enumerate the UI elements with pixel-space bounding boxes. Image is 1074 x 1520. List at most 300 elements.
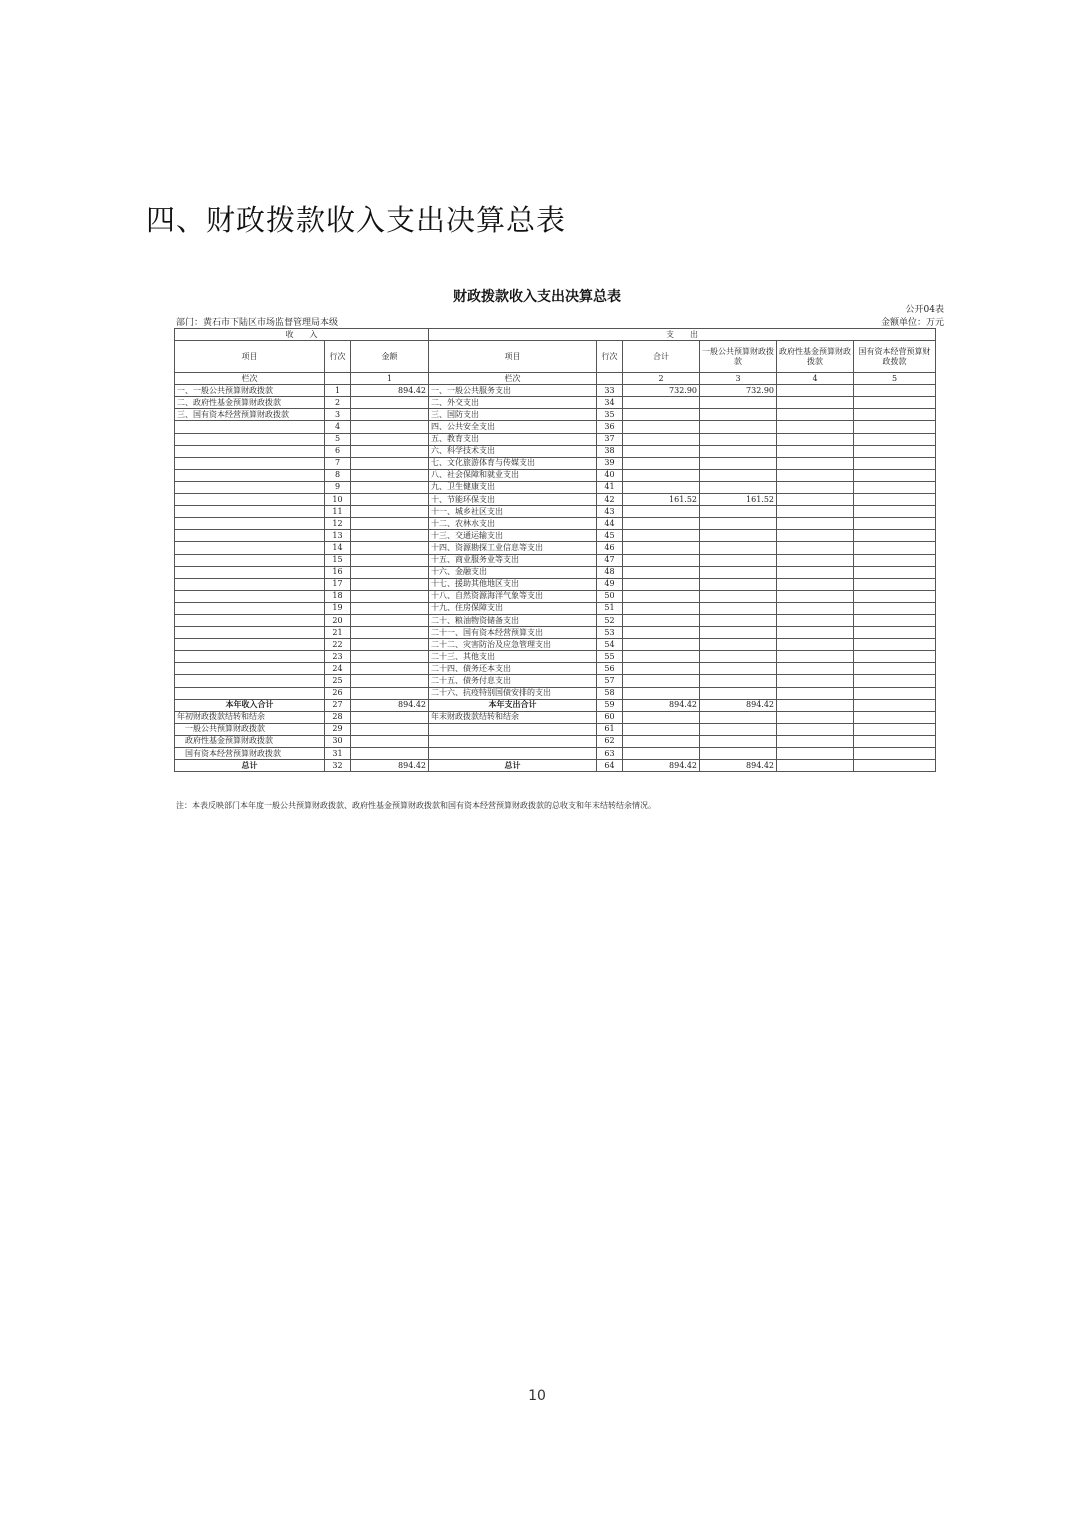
gov-fund-amount bbox=[777, 735, 854, 747]
table-row bbox=[175, 397, 936, 409]
table-row bbox=[175, 639, 936, 651]
financial-table bbox=[174, 328, 936, 772]
income-line: 22 bbox=[325, 639, 351, 651]
total-amount bbox=[623, 457, 700, 469]
income-amount bbox=[351, 590, 429, 602]
income-item bbox=[175, 578, 325, 590]
expense-line: 63 bbox=[597, 748, 623, 760]
income-amount bbox=[351, 530, 429, 542]
expense-item: 二十三、其他支出 bbox=[429, 651, 597, 663]
income-line: 25 bbox=[325, 675, 351, 687]
expense-line: 35 bbox=[597, 409, 623, 421]
table-row bbox=[175, 651, 936, 663]
column-index-row bbox=[175, 373, 936, 385]
expense-item: 一、一般公共服务支出 bbox=[429, 385, 597, 397]
general-budget-amount bbox=[700, 748, 777, 760]
gov-fund-amount bbox=[777, 699, 854, 711]
income-line: 6 bbox=[325, 445, 351, 457]
gov-fund-amount bbox=[777, 385, 854, 397]
general-budget-amount bbox=[700, 639, 777, 651]
total-amount bbox=[623, 530, 700, 542]
header-row-2 bbox=[175, 341, 936, 373]
income-line: 32 bbox=[325, 760, 351, 772]
income-item bbox=[175, 421, 325, 433]
state-capital-amount bbox=[854, 421, 936, 433]
state-capital-amount bbox=[854, 590, 936, 602]
general-budget-amount bbox=[700, 397, 777, 409]
expense-line: 45 bbox=[597, 530, 623, 542]
income-line: 8 bbox=[325, 469, 351, 481]
general-budget-amount bbox=[700, 687, 777, 699]
income-line: 13 bbox=[325, 530, 351, 542]
general-budget-amount bbox=[700, 627, 777, 639]
expense-item: 二十五、债务付息支出 bbox=[429, 675, 597, 687]
gov-fund-amount bbox=[777, 421, 854, 433]
income-item bbox=[175, 651, 325, 663]
expense-line: 50 bbox=[597, 590, 623, 602]
expense-line: 43 bbox=[597, 506, 623, 518]
gov-fund-amount bbox=[777, 445, 854, 457]
income-amount bbox=[351, 748, 429, 760]
total-amount bbox=[623, 590, 700, 602]
gov-fund-amount bbox=[777, 602, 854, 614]
income-item bbox=[175, 518, 325, 530]
general-budget-amount bbox=[700, 590, 777, 602]
expense-item: 七、文化旅游体育与传媒支出 bbox=[429, 457, 597, 469]
income-item bbox=[175, 445, 325, 457]
gov-fund-amount bbox=[777, 590, 854, 602]
state-capital-amount bbox=[854, 735, 936, 747]
income-amount bbox=[351, 409, 429, 421]
income-amount bbox=[351, 675, 429, 687]
income-amount bbox=[351, 433, 429, 445]
income-item bbox=[175, 590, 325, 602]
table-row bbox=[175, 518, 936, 530]
gov-fund-amount bbox=[777, 578, 854, 590]
gov-fund-amount bbox=[777, 566, 854, 578]
income-item bbox=[175, 506, 325, 518]
total-amount: 894.42 bbox=[623, 699, 700, 711]
income-item bbox=[175, 494, 325, 506]
table-row bbox=[175, 675, 936, 687]
income-line: 3 bbox=[325, 409, 351, 421]
income-line: 5 bbox=[325, 433, 351, 445]
gov-fund-header: 政府性基金预算财政拨款 bbox=[777, 341, 854, 373]
general-budget-amount bbox=[700, 518, 777, 530]
expense-line: 34 bbox=[597, 397, 623, 409]
table-row bbox=[175, 663, 936, 675]
state-capital-amount bbox=[854, 663, 936, 675]
expense-line: 40 bbox=[597, 469, 623, 481]
total-amount bbox=[623, 518, 700, 530]
expense-line: 39 bbox=[597, 457, 623, 469]
expense-line: 36 bbox=[597, 421, 623, 433]
total-amount bbox=[623, 421, 700, 433]
state-capital-amount bbox=[854, 602, 936, 614]
total-amount bbox=[623, 433, 700, 445]
state-capital-amount bbox=[854, 518, 936, 530]
income-line: 28 bbox=[325, 711, 351, 723]
general-budget-amount bbox=[700, 566, 777, 578]
carry-row bbox=[175, 723, 936, 735]
expense-line: 56 bbox=[597, 663, 623, 675]
income-item: 一、一般公共预算财政拨款 bbox=[175, 385, 325, 397]
table-row bbox=[175, 409, 936, 421]
expense-line: 53 bbox=[597, 627, 623, 639]
total-amount bbox=[623, 445, 700, 457]
income-amount bbox=[351, 421, 429, 433]
total-header: 合计 bbox=[623, 341, 700, 373]
expense-grand-total-label: 总计 bbox=[429, 760, 597, 772]
income-line: 15 bbox=[325, 554, 351, 566]
expense-item-header: 项目 bbox=[429, 341, 597, 373]
expense-header: 支 出 bbox=[429, 329, 936, 341]
income-amount bbox=[351, 481, 429, 493]
expense-item: 九、卫生健康支出 bbox=[429, 481, 597, 493]
income-line: 16 bbox=[325, 566, 351, 578]
table-row bbox=[175, 530, 936, 542]
income-item: 一般公共预算财政拨款 bbox=[175, 723, 325, 735]
state-capital-amount bbox=[854, 481, 936, 493]
gov-fund-amount bbox=[777, 663, 854, 675]
gov-fund-amount bbox=[777, 494, 854, 506]
income-amount bbox=[351, 711, 429, 723]
income-header: 收 入 bbox=[175, 329, 429, 341]
expense-line: 59 bbox=[597, 699, 623, 711]
carry-row bbox=[175, 711, 936, 723]
general-budget-amount bbox=[700, 457, 777, 469]
state-capital-amount bbox=[854, 445, 936, 457]
table-row bbox=[175, 602, 936, 614]
grand-total-row bbox=[175, 760, 936, 772]
expense-item: 十五、商业服务业等支出 bbox=[429, 554, 597, 566]
gov-fund-amount bbox=[777, 457, 854, 469]
general-budget-amount bbox=[700, 481, 777, 493]
gov-fund-amount bbox=[777, 530, 854, 542]
expense-item bbox=[429, 748, 597, 760]
income-item bbox=[175, 566, 325, 578]
income-line: 4 bbox=[325, 421, 351, 433]
table-row bbox=[175, 578, 936, 590]
general-budget-amount bbox=[700, 735, 777, 747]
column-label-right: 栏次 bbox=[429, 373, 597, 385]
total-amount bbox=[623, 397, 700, 409]
state-capital-amount bbox=[854, 675, 936, 687]
state-capital-amount bbox=[854, 699, 936, 711]
income-item bbox=[175, 675, 325, 687]
income-line: 18 bbox=[325, 590, 351, 602]
expense-line: 33 bbox=[597, 385, 623, 397]
income-line-header: 行次 bbox=[325, 341, 351, 373]
state-capital-amount bbox=[854, 711, 936, 723]
expense-item: 二十四、债务还本支出 bbox=[429, 663, 597, 675]
expense-item: 十八、自然资源海洋气象等支出 bbox=[429, 590, 597, 602]
table-row bbox=[175, 566, 936, 578]
expense-line: 42 bbox=[597, 494, 623, 506]
gov-fund-amount bbox=[777, 542, 854, 554]
income-line: 10 bbox=[325, 494, 351, 506]
income-amount bbox=[351, 578, 429, 590]
total-amount bbox=[623, 409, 700, 421]
table-row bbox=[175, 506, 936, 518]
expense-subtotal-label: 本年支出合计 bbox=[429, 699, 597, 711]
expense-line: 37 bbox=[597, 433, 623, 445]
table-row bbox=[175, 421, 936, 433]
gov-fund-amount bbox=[777, 687, 854, 699]
carry-row bbox=[175, 748, 936, 760]
income-amount bbox=[351, 723, 429, 735]
total-amount bbox=[623, 687, 700, 699]
income-grand-total-label: 总计 bbox=[175, 760, 325, 772]
total-amount bbox=[623, 675, 700, 687]
column-label-left: 栏次 bbox=[175, 373, 325, 385]
total-amount: 894.42 bbox=[623, 760, 700, 772]
income-amount bbox=[351, 735, 429, 747]
income-line: 20 bbox=[325, 614, 351, 626]
state-capital-amount bbox=[854, 748, 936, 760]
income-line: 2 bbox=[325, 397, 351, 409]
expense-line: 64 bbox=[597, 760, 623, 772]
income-amount bbox=[351, 457, 429, 469]
state-capital-amount bbox=[854, 651, 936, 663]
expense-item: 三、国防支出 bbox=[429, 409, 597, 421]
expense-line: 60 bbox=[597, 711, 623, 723]
income-amount bbox=[351, 627, 429, 639]
table-row bbox=[175, 445, 936, 457]
income-amount bbox=[351, 506, 429, 518]
total-amount bbox=[623, 723, 700, 735]
table-row bbox=[175, 494, 936, 506]
income-line: 27 bbox=[325, 699, 351, 711]
total-amount bbox=[623, 748, 700, 760]
state-capital-amount bbox=[854, 566, 936, 578]
expense-item bbox=[429, 735, 597, 747]
state-capital-amount bbox=[854, 627, 936, 639]
total-amount bbox=[623, 735, 700, 747]
income-item bbox=[175, 457, 325, 469]
state-capital-amount bbox=[854, 494, 936, 506]
state-capital-amount bbox=[854, 687, 936, 699]
income-item bbox=[175, 433, 325, 445]
general-budget-amount bbox=[700, 469, 777, 481]
table-row bbox=[175, 433, 936, 445]
state-capital-amount bbox=[854, 457, 936, 469]
total-amount bbox=[623, 614, 700, 626]
total-amount: 161.52 bbox=[623, 494, 700, 506]
income-item: 年初财政拨款结转和结余 bbox=[175, 711, 325, 723]
income-line: 31 bbox=[325, 748, 351, 760]
expense-line: 54 bbox=[597, 639, 623, 651]
page-number: 10 bbox=[528, 1388, 546, 1404]
expense-item: 十、节能环保支出 bbox=[429, 494, 597, 506]
total-amount bbox=[623, 639, 700, 651]
income-line: 12 bbox=[325, 518, 351, 530]
carry-row bbox=[175, 735, 936, 747]
income-amount: 894.42 bbox=[351, 385, 429, 397]
table-row bbox=[175, 627, 936, 639]
header-row-1 bbox=[175, 329, 936, 341]
income-item: 二、政府性基金预算财政拨款 bbox=[175, 397, 325, 409]
income-line: 24 bbox=[325, 663, 351, 675]
column-index-1: 1 bbox=[351, 373, 429, 385]
state-capital-amount bbox=[854, 433, 936, 445]
income-amount bbox=[351, 651, 429, 663]
gov-fund-amount bbox=[777, 397, 854, 409]
income-line: 11 bbox=[325, 506, 351, 518]
income-amount bbox=[351, 639, 429, 651]
income-line: 26 bbox=[325, 687, 351, 699]
gov-fund-amount bbox=[777, 469, 854, 481]
expense-item: 二十二、灾害防治及应急管理支出 bbox=[429, 639, 597, 651]
expense-item: 十二、农林水支出 bbox=[429, 518, 597, 530]
empty-cell bbox=[325, 373, 351, 385]
income-line: 19 bbox=[325, 602, 351, 614]
gov-fund-amount bbox=[777, 554, 854, 566]
general-budget-amount bbox=[700, 506, 777, 518]
general-budget-amount bbox=[700, 578, 777, 590]
expense-item: 十七、援助其他地区支出 bbox=[429, 578, 597, 590]
total-amount bbox=[623, 711, 700, 723]
income-line: 23 bbox=[325, 651, 351, 663]
income-item bbox=[175, 530, 325, 542]
total-amount bbox=[623, 506, 700, 518]
income-item: 国有资本经营预算财政拨款 bbox=[175, 748, 325, 760]
income-item bbox=[175, 542, 325, 554]
table-row bbox=[175, 457, 936, 469]
gov-fund-amount bbox=[777, 748, 854, 760]
table-row bbox=[175, 469, 936, 481]
total-amount: 732.90 bbox=[623, 385, 700, 397]
expense-line: 46 bbox=[597, 542, 623, 554]
expense-line: 52 bbox=[597, 614, 623, 626]
income-amount bbox=[351, 397, 429, 409]
unit-label: 金额单位：万元 bbox=[880, 318, 944, 328]
income-item bbox=[175, 614, 325, 626]
expense-item: 十九、住房保障支出 bbox=[429, 602, 597, 614]
total-amount bbox=[623, 469, 700, 481]
income-amount bbox=[351, 554, 429, 566]
expense-line-header: 行次 bbox=[597, 341, 623, 373]
general-budget-amount bbox=[700, 433, 777, 445]
table-row bbox=[175, 687, 936, 699]
income-amount bbox=[351, 542, 429, 554]
table-row bbox=[175, 614, 936, 626]
income-line: 17 bbox=[325, 578, 351, 590]
state-capital-amount bbox=[854, 397, 936, 409]
table-code: 公开04表 bbox=[905, 305, 944, 315]
income-amount: 894.42 bbox=[351, 699, 429, 711]
total-amount bbox=[623, 602, 700, 614]
expense-item: 二、外交支出 bbox=[429, 397, 597, 409]
expense-item: 六、科学技术支出 bbox=[429, 445, 597, 457]
income-item: 三、国有资本经营预算财政拨款 bbox=[175, 409, 325, 421]
expense-line: 55 bbox=[597, 651, 623, 663]
expense-line: 51 bbox=[597, 602, 623, 614]
department-label: 部门：黄石市下陆区市场监督管理局本级 bbox=[176, 318, 339, 328]
general-budget-amount bbox=[700, 675, 777, 687]
general-budget-amount bbox=[700, 651, 777, 663]
state-capital-amount bbox=[854, 554, 936, 566]
table-note: 注：本表反映部门本年度一般公共预算财政拨款、政府性基金预算财政拨款和国有资本经营预算财政拨款的总收支和年末结转结余情况。 bbox=[176, 801, 656, 810]
general-budget-amount bbox=[700, 614, 777, 626]
expense-line: 44 bbox=[597, 518, 623, 530]
table-row bbox=[175, 542, 936, 554]
expense-item: 八、社会保障和就业支出 bbox=[429, 469, 597, 481]
total-amount bbox=[623, 554, 700, 566]
income-amount bbox=[351, 469, 429, 481]
income-item: 政府性基金预算财政拨款 bbox=[175, 735, 325, 747]
general-budget-amount bbox=[700, 602, 777, 614]
income-line: 7 bbox=[325, 457, 351, 469]
general-budget-amount bbox=[700, 421, 777, 433]
income-item bbox=[175, 481, 325, 493]
income-amount bbox=[351, 445, 429, 457]
gov-fund-amount bbox=[777, 651, 854, 663]
column-index-5: 5 bbox=[854, 373, 936, 385]
general-budget-amount bbox=[700, 445, 777, 457]
general-budget-amount bbox=[700, 542, 777, 554]
state-capital-amount bbox=[854, 409, 936, 421]
general-budget-amount: 161.52 bbox=[700, 494, 777, 506]
general-budget-amount bbox=[700, 530, 777, 542]
expense-item: 五、教育支出 bbox=[429, 433, 597, 445]
state-capital-amount bbox=[854, 506, 936, 518]
gov-fund-amount bbox=[777, 675, 854, 687]
expense-item: 二十六、抗疫特别国债安排的支出 bbox=[429, 687, 597, 699]
gov-fund-amount bbox=[777, 723, 854, 735]
table-row bbox=[175, 590, 936, 602]
total-amount bbox=[623, 578, 700, 590]
income-amount: 894.42 bbox=[351, 760, 429, 772]
income-line: 9 bbox=[325, 481, 351, 493]
income-amount-header: 金额 bbox=[351, 341, 429, 373]
gov-fund-amount bbox=[777, 409, 854, 421]
expense-item: 二十、粮油物资储备支出 bbox=[429, 614, 597, 626]
expense-line: 47 bbox=[597, 554, 623, 566]
state-capital-amount bbox=[854, 578, 936, 590]
gov-fund-amount bbox=[777, 481, 854, 493]
state-capital-header: 国有资本经营预算财政拨款 bbox=[854, 341, 936, 373]
state-capital-amount bbox=[854, 385, 936, 397]
general-budget-amount bbox=[700, 723, 777, 735]
state-capital-amount bbox=[854, 639, 936, 651]
expense-line: 57 bbox=[597, 675, 623, 687]
column-index-4: 4 bbox=[777, 373, 854, 385]
expense-line: 38 bbox=[597, 445, 623, 457]
gov-fund-amount bbox=[777, 760, 854, 772]
gov-fund-amount bbox=[777, 506, 854, 518]
total-amount bbox=[623, 663, 700, 675]
income-item bbox=[175, 639, 325, 651]
expense-line: 49 bbox=[597, 578, 623, 590]
expense-line: 58 bbox=[597, 687, 623, 699]
income-subtotal-label: 本年收入合计 bbox=[175, 699, 325, 711]
state-capital-amount bbox=[854, 760, 936, 772]
state-capital-amount bbox=[854, 614, 936, 626]
gov-fund-amount bbox=[777, 627, 854, 639]
income-amount bbox=[351, 602, 429, 614]
expense-item: 二十一、国有资本经营预算支出 bbox=[429, 627, 597, 639]
income-line: 14 bbox=[325, 542, 351, 554]
table-row bbox=[175, 385, 936, 397]
income-item bbox=[175, 602, 325, 614]
expense-line: 61 bbox=[597, 723, 623, 735]
table-row bbox=[175, 554, 936, 566]
total-amount bbox=[623, 651, 700, 663]
column-index-3: 3 bbox=[700, 373, 777, 385]
income-amount bbox=[351, 687, 429, 699]
expense-line: 41 bbox=[597, 481, 623, 493]
